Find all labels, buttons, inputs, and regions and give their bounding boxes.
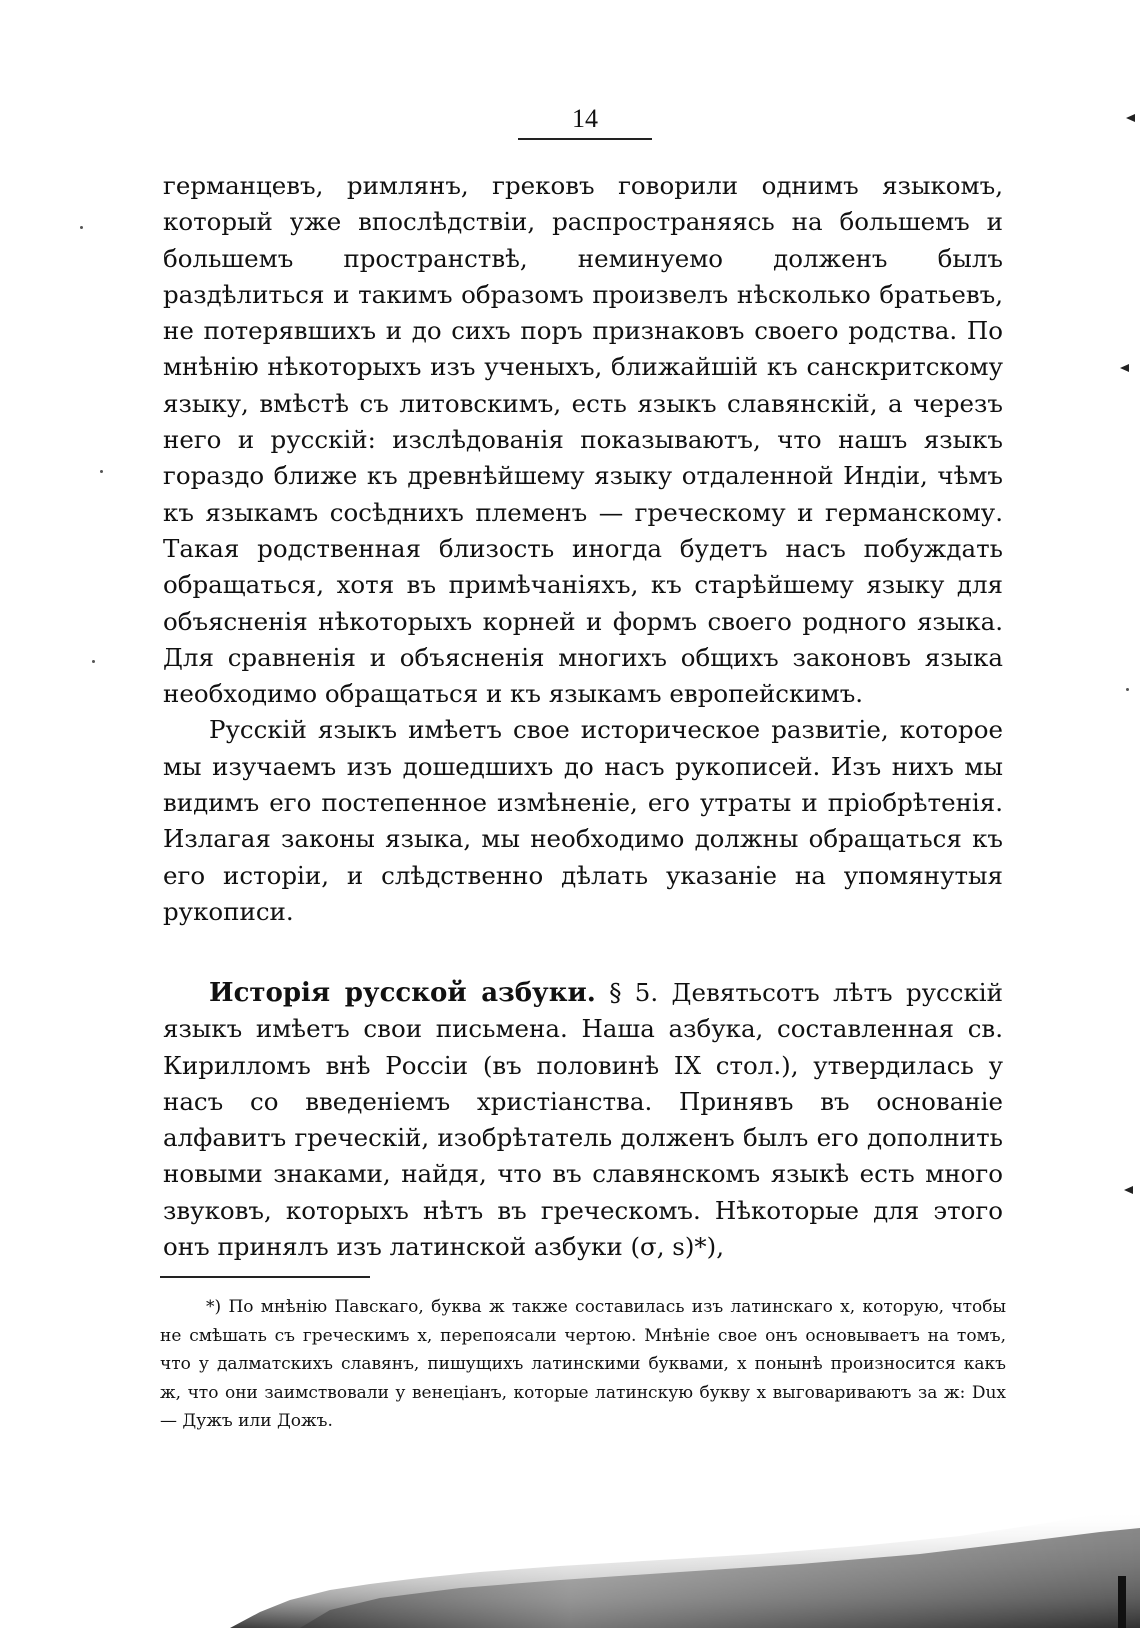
footnote-mark: *) bbox=[206, 1297, 222, 1317]
page-number-rule bbox=[518, 138, 652, 140]
paragraph-continued: германцевъ, римлянъ, грековъ говорили однимъ языкомъ, который уже впослѣдствіи, распространяясь на большемъ и большемъ пространствѣ, неминуемо долженъ былъ раздѣлиться и такимъ образомъ произвелъ нѣсколько братьевъ, не потерявшихъ и до сихъ поръ признаковъ своего родства. По мнѣнію нѣкоторыхъ изъ ученыхъ, ближайшій къ санскритскому языку, вмѣстѣ съ литовскимъ, есть языкъ славянскій, а черезъ него и русскій: изслѣдованія показываютъ, что нашъ языкъ гораздо ближе къ древнѣйшему языку отдаленной Индіи, чѣмъ къ языкамъ сосѣднихъ племенъ — греческому и германскому. Такая родственная близость иногда будетъ насъ побуждать обращаться, хотя въ примѣчаніяхъ, къ старѣйшему языку для объясненія нѣкоторыхъ корней и формъ своего родного языка. Для сравненія и объясненія многихъ общихъ законовъ языка необходимо обращаться и къ языкамъ европейскимъ. bbox=[163, 171, 1003, 709]
margin-mark-icon bbox=[1124, 1186, 1133, 1194]
scan-speck bbox=[1126, 688, 1129, 691]
margin-mark-icon bbox=[1120, 364, 1129, 372]
footnote-text: По мнѣнію Павскаго, буква ж также составилась изъ латинскаго x, которую, чтобы не смѣшать съ греческимъ x, перепоясали чертою. Мнѣніе свое онъ основываетъ на томъ, что у далматскихъ славянъ, пишущихъ латинскими буквами, x понынѣ произносится какъ ж, что они заимствовали у венеціанъ, которые латинскую букву x выговариваютъ за ж: Dux — Дужъ или Дожъ. bbox=[160, 1297, 1006, 1431]
scan-shadow bbox=[0, 1480, 1140, 1628]
margin-mark-icon bbox=[1126, 114, 1135, 122]
footnote-separator bbox=[160, 1276, 370, 1278]
page-number: 14 bbox=[572, 104, 598, 133]
footnote bbox=[160, 1293, 1006, 1436]
scan-speck bbox=[92, 660, 95, 663]
main-text bbox=[163, 168, 1003, 930]
paragraph-russian-language-history: Русскій языкъ имѣетъ свое историческое развитіе, которое мы изучаемъ изъ дошедшихъ до насъ рукописей. Изъ нихъ мы видимъ его постепенное измѣненіе, его утраты и пріобрѣтенія. Излагая законы языка, мы необходимо должны обращаться къ его исторіи, и слѣдственно дѣлать указаніе на упомянутыя рукописи. bbox=[163, 715, 1003, 926]
section-alphabet-history bbox=[163, 975, 1003, 1265]
section-heading: Исторія русской азбуки. bbox=[209, 978, 596, 1008]
scan-speck bbox=[100, 470, 103, 473]
scan-shadow-graphic bbox=[0, 1480, 1140, 1628]
section-text: § 5. Девятьсотъ лѣтъ русскій языкъ имѣетъ свои письмена. Наша азбука, составленная св. Кирилломъ внѣ Россіи (въ половинѣ IX стол.), утвердилась у насъ со введеніемъ христіанства. Принявъ въ основаніе алфавитъ греческій, изобрѣтатель долженъ былъ его дополнить новыми знаками, найдя, что въ славянскомъ языкѣ есть много звуковъ, которыхъ нѣтъ въ греческомъ. Нѣкоторые для этого онъ принялъ изъ латинской азбуки (σ, s)*), bbox=[163, 978, 1003, 1262]
scan-speck bbox=[80, 226, 83, 229]
